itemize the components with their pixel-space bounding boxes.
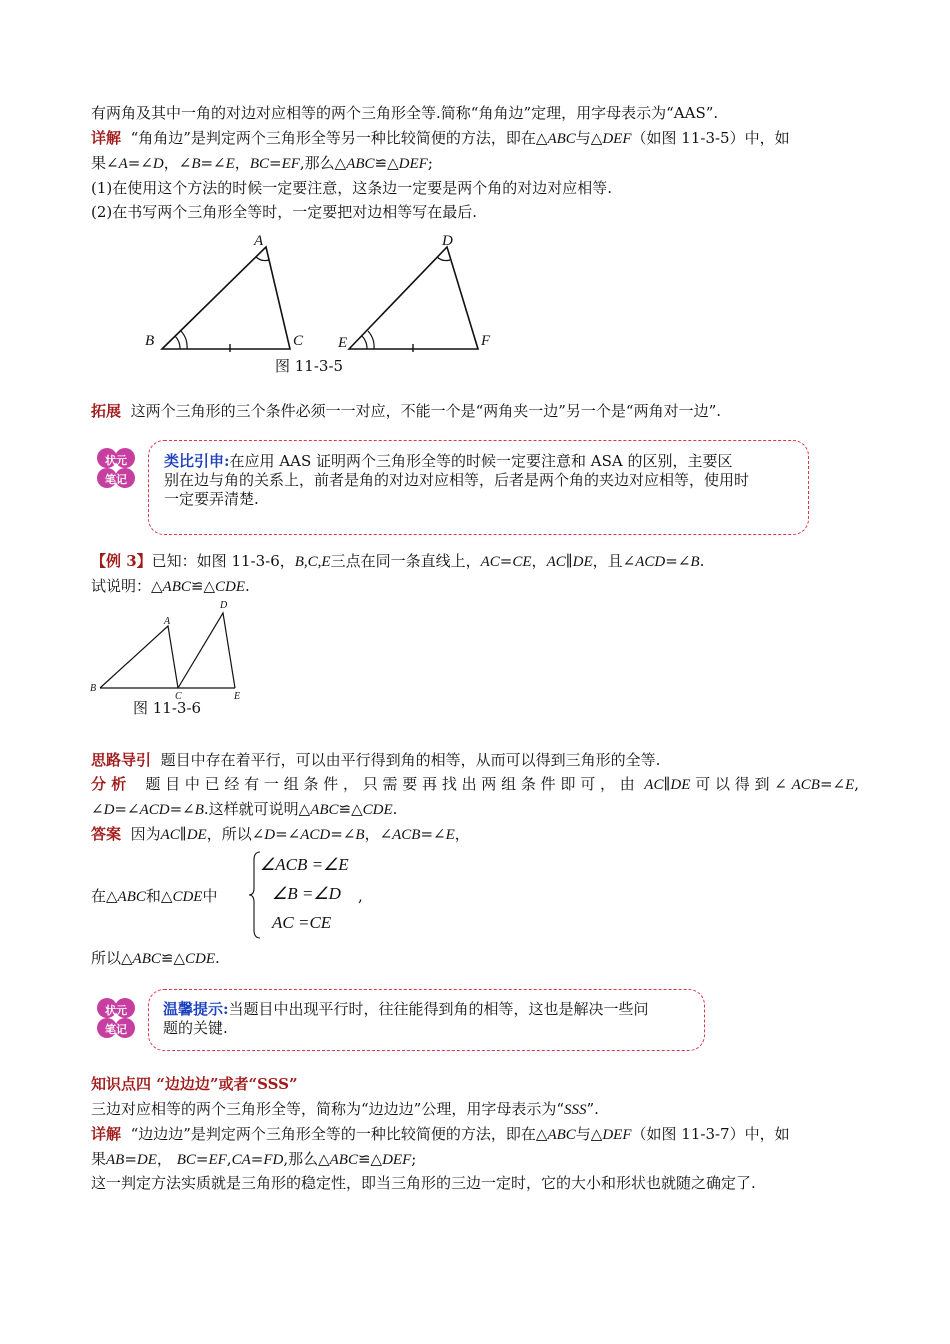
label-C: C bbox=[175, 691, 182, 702]
detail-keyword: 详解 bbox=[91, 129, 122, 147]
triangle-abc bbox=[162, 247, 290, 349]
example-3-given: 【例 3】已知：如图 11-3-6，B,C,E三点在同一条直线上，AC=CE，AC∥DE，且∠ACD=∠B. bbox=[91, 552, 705, 570]
sss-stability-note: 这一判定方法实质就是三角形的稳定性，即当三角形的三边一定时，它的大小和形状也就随之确定了. bbox=[91, 1174, 756, 1192]
system-prefix: 在△ABC和△CDE中 bbox=[91, 887, 218, 905]
aas-definition: 有两角及其中一角的对边对应相等的两个三角形全等.简称“角角边”定理，用字母表示为“AAS”. bbox=[91, 104, 719, 122]
svg-text:笔记: 笔记 bbox=[105, 473, 127, 486]
analysis-line1: 分 析 题 目 中 已 经 有 一 组 条 件 ， 只 需 要 再 找 出 两 组 条 件 即 可 ， 由 AC∥DE 可 以 得 到 ∠ ACB=∠E, bbox=[91, 775, 860, 793]
knowledge-point-4-heading: 知识点四 “边边边”或者“SSS” bbox=[91, 1075, 298, 1093]
tip-note-box bbox=[148, 989, 705, 1051]
label-E: E bbox=[338, 335, 348, 351]
note-item-2: (2)在书写两个三角形全等时，一定要把对边相等写在最后. bbox=[91, 203, 478, 221]
system-comma: , bbox=[358, 887, 363, 905]
answer-line: 答案 因为AC∥DE，所以∠D=∠ACD=∠B，∠ACB=∠E， bbox=[91, 825, 470, 843]
label-F: F bbox=[481, 333, 491, 349]
example-3-question: 试说明：△ABC≌△CDE. bbox=[91, 577, 250, 595]
aas-detail-line1: 详解 “角角边”是判定两个三角形全等另一种比较简便的方法，即在△ABC与△DEF（如图 11-3-5）中，如 bbox=[91, 129, 790, 147]
figure-11-3-6 bbox=[88, 596, 258, 706]
analysis-line2: ∠D=∠ACD=∠B.这样就可说明△ABC≌△CDE. bbox=[91, 800, 398, 818]
label-B: B bbox=[145, 333, 155, 349]
system-row-2: ∠B =∠D bbox=[272, 884, 341, 903]
sss-definition: 三边对应相等的两个三角形全等，简称为“边边边”公理，用字母表示为“SSS”. bbox=[91, 1100, 599, 1118]
triangle-def bbox=[349, 247, 478, 349]
svg-text:状元: 状元 bbox=[105, 454, 127, 467]
analogy-note-line3: 一定要弄清楚. bbox=[164, 490, 259, 508]
note-item-1: (1)在使用这个方法的时候一定要注意，这条边一定要是两个角的对边对应相等. bbox=[91, 179, 613, 197]
aas-detail-line2: 果∠A=∠D，∠B=∠E，BC=EF,那么△ABC≌△DEF; bbox=[91, 154, 433, 172]
figure-caption-11-3-5: 图 11-3-5 bbox=[275, 357, 344, 375]
tip-note-line2: 题的关键. bbox=[163, 1019, 228, 1037]
system-row-3: AC =CE bbox=[272, 913, 332, 932]
sss-detail-line1: 详解 “边边边”是判定两个三角形全等的一种比较简便的方法，即在△ABC与△DEF（如图 11-3-7）中，如 bbox=[91, 1125, 790, 1143]
label-A: A bbox=[164, 616, 171, 627]
analogy-note-line2: 别在边与角的关系上，前者是角的对边对应相等，后者是两个角的夹边对应相等，使用时 bbox=[164, 471, 750, 489]
extension-line: 拓展 这两个三角形的三个条件必须一一对应，不能一个是“两角夹一边”另一个是“两角对一边”. bbox=[91, 402, 722, 420]
figure-caption-11-3-6: 图 11-3-6 bbox=[133, 699, 202, 717]
label-E: E bbox=[234, 691, 241, 702]
badge-icon bbox=[95, 444, 137, 494]
svg-text:笔记: 笔记 bbox=[105, 1023, 127, 1036]
label-B: B bbox=[90, 683, 97, 694]
analogy-note-line1: 类比引申:在应用 AAS 证明两个三角形全等的时候一定要注意和 ASA 的区别，主要区 bbox=[164, 452, 733, 470]
thinking-guide: 思路导引 题目中存在着平行，可以由平行得到角的相等，从而可以得到三角形的全等. bbox=[91, 751, 661, 769]
system-row-1: ∠ACB =∠E bbox=[260, 855, 349, 874]
tip-note-line1: 温馨提示:当题目中出现平行时，往往能得到角的相等，这也是解决一些问 bbox=[163, 1000, 649, 1018]
label-D: D bbox=[442, 233, 453, 249]
label-D: D bbox=[220, 600, 228, 611]
svg-text:状元: 状元 bbox=[105, 1004, 127, 1017]
sss-detail-line2: 果AB=DE， BC=EF,CA=FD,那么△ABC≌△DEF; bbox=[91, 1150, 417, 1168]
badge-icon bbox=[95, 994, 137, 1044]
label-C: C bbox=[293, 333, 304, 349]
label-A: A bbox=[254, 233, 264, 249]
conclusion-line: 所以△ABC≌△CDE. bbox=[91, 949, 220, 967]
